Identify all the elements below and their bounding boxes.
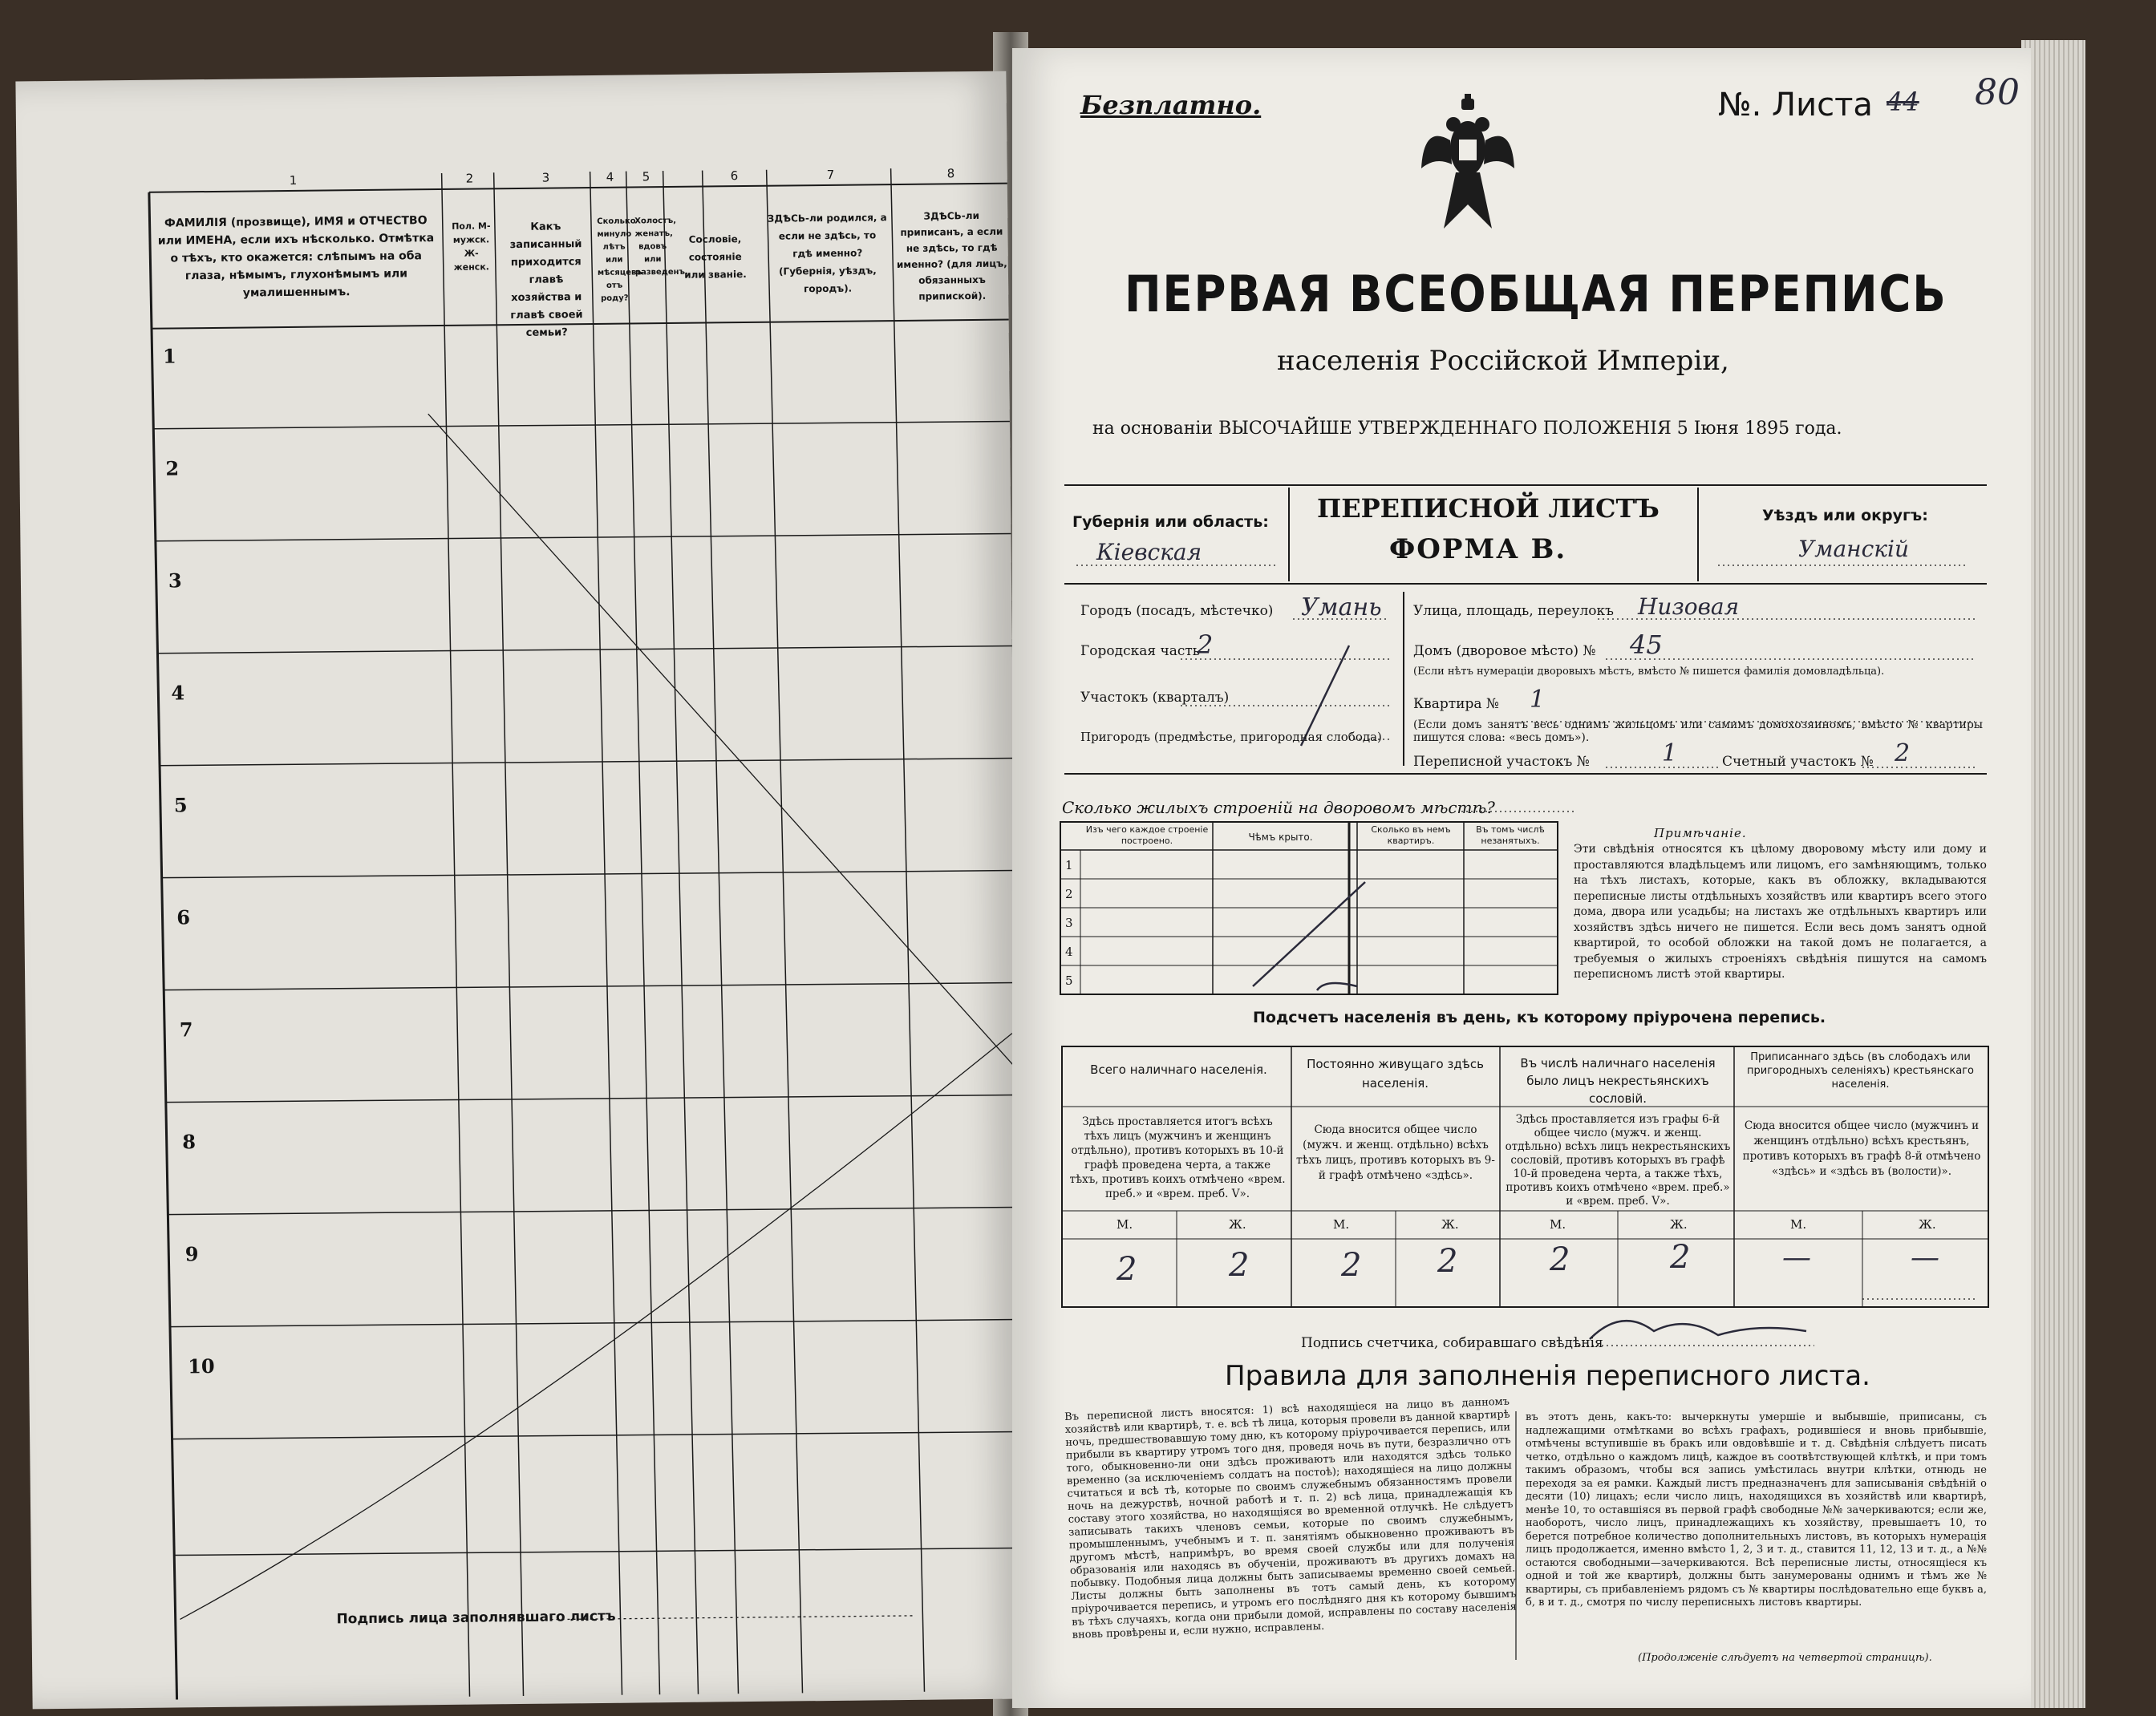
list-title: ПЕРЕПИСНОЙ ЛИСТЪ (1317, 493, 1660, 524)
bt-row-number: 1 (1065, 858, 1073, 872)
row-number: 10 (188, 1354, 215, 1378)
ct-zh-label: Ж. (1441, 1217, 1459, 1232)
signature-label: Подпись лица заполнявшаго листъ (336, 1608, 616, 1628)
right-page (1012, 48, 2031, 1708)
ct-value: — (1782, 1241, 1811, 1274)
city-label: Городъ (посадъ, мѣстечко) (1080, 603, 1274, 619)
row-number: 6 (176, 905, 191, 929)
ct-m-label: М. (1116, 1217, 1133, 1232)
apt-label: Квартира № (1413, 696, 1499, 712)
row-number: 5 (173, 793, 188, 817)
ct-desc: Сюда вносится общее число (мужчинъ и женщинъ отдѣльно) всѣхъ крестьянъ, противъ которыхъ въ графѣ 8-й отмѣчено «здѣсь» и «здѣсь въ (волости)». (1742, 1119, 1981, 1178)
left-page (15, 71, 1023, 1710)
city-part-label: Городская часть (1080, 643, 1201, 659)
bt-row-number: 2 (1065, 887, 1073, 901)
bt-header: Въ томъ числѣ незанятыхъ. (1476, 824, 1545, 846)
ct-m-label: М. (1333, 1217, 1350, 1232)
bt-row-number: 5 (1065, 973, 1073, 988)
col-header-marital: Холостъ, женатъ, вдовъ или разведенъ. (634, 216, 688, 277)
col-number: 6 (730, 168, 739, 184)
row-number: 8 (182, 1130, 197, 1154)
ct-value: 2 (1341, 1247, 1362, 1284)
form-title: ФОРМА В. (1389, 533, 1567, 565)
house-note: (Если нѣтъ нумераціи дворовыхъ мѣстъ, вмѣсто № пишется фамилія домовладѣльца). (1413, 666, 1885, 678)
city-value: Умань (1301, 593, 1382, 621)
bt-header: Чѣмъ крыто. (1248, 832, 1313, 843)
row-number: 3 (168, 569, 182, 593)
col-header-name: ФАМИЛІЯ (прозвище), ИМЯ и ОТЧЕСТВО или ИМЕНА, если ихъ нѣсколько. Отмѣтка о тѣхъ, кто окажется: слѣпымъ на оба глаза, нѣмымъ, глухонѣмымъ или умалишеннымъ. (157, 214, 435, 300)
count-district-label: Счетный участокъ № (1722, 754, 1874, 770)
count-district-value: 2 (1895, 739, 1911, 767)
note-title: Примѣчаніе. (1654, 826, 1747, 840)
ct-zh-label: Ж. (1229, 1217, 1246, 1232)
row-number: 2 (165, 456, 180, 480)
ct-header: Приписаннаго здѣсь (въ слободахъ или пригородныхъ селеніяхъ) крестьянскаго населенія. (1747, 1051, 1974, 1091)
ct-value: — (1911, 1241, 1939, 1274)
row-number: 9 (184, 1242, 199, 1266)
city-part-value: 2 (1197, 629, 1214, 660)
ct-desc: Здѣсь проставляется изъ графы 6-й общее число (мужч. и женщ. отдѣльно) всѣхъ лицъ некрестьянскихъ сословій, противъ которыхъ въ графѣ 10-й проведена черта, а также тѣхъ, противъ коихъ отмѣчено «врем. преб.» и «врем. преб. V». (1505, 1113, 1731, 1208)
free-label: Безплатно. (1080, 90, 1262, 120)
ct-m-label: М. (1790, 1217, 1807, 1232)
bt-row-number: 3 (1065, 916, 1073, 930)
col-number: 7 (826, 167, 835, 182)
col-number: 4 (606, 169, 614, 184)
col-header-relation: Какъ записанный приходится главѣ хозяйства и главѣ своей семьи? (509, 221, 583, 339)
prigorod-label: Пригородъ (предмѣстье, пригородная слобода) (1080, 730, 1382, 744)
bt-header: Изъ чего каждое строеніе построено. (1085, 824, 1209, 846)
house-label: Домъ (дворовое мѣсто) № (1413, 643, 1596, 659)
col-header-sex: Пол. М-мужск. Ж-женск. (452, 221, 491, 273)
house-value: 45 (1630, 629, 1663, 660)
census-subtitle: населенія Россійской Имперіи, (1277, 345, 1729, 377)
bt-row-number: 4 (1065, 945, 1073, 959)
ct-value: 2 (1437, 1243, 1458, 1280)
rules-right-column: въ этотъ день, какъ-то: вычеркнуты умершіе и выбывшіе, приписаны, съ надлежащими отмѣтками во всѣхъ графахъ, родившіеся и вновь прибывшіе, отмѣчены вступившіе въ бракъ или овдовѣвшіе и т. д. Свѣдѣнія слѣдуетъ писать четко, отдѣльно о каждомъ лицѣ, каждое въ соотвѣтствующей клѣткѣ, и при томъ такимъ образомъ, чтобы вся запись умѣстилась внутри клѣтки, отнюдь не переходя за ея рамки. Каждый листъ предназначенъ для записыванія свѣдѣній о десяти (10) лицахъ; если число лицъ, находящихся въ хозяйствѣ или квартирѣ, менѣе 10, то оставшіяся въ первой графѣ свободные №№ зачеркиваются; если же, наоборотъ, число лицъ, принадлежащихъ къ хозяйству, превышаетъ 10, то берется потребное количество дополнительныхъ листовъ, въ которыхъ нумерація лицъ продолжается, именно вмѣсто 1, 2, 3 и т. д., ставится 11, 12, 13 и т. д., а №№ остаются свободными—зачеркиваются. Всѣ переписные листы, относящіеся къ одной и той же квартирѣ, должны быть занумерованы однимъ и тѣмъ же № квартиры, съ прибавленіемъ рядомъ съ № квартиры послѣдовательно еще буквъ а, б, в и т. д., смотря по числу переписныхъ листовъ квартиры. (1526, 1411, 1987, 1609)
uchastok-label: Участокъ (кварталъ) (1080, 690, 1230, 706)
col-header-registered: ЗДѢСЬ-ли приписанъ, а если не здѣсь, то гдѣ именно? (для лицъ, обязанныхъ припиской). (896, 209, 1007, 302)
census-district-value: 1 (1662, 739, 1678, 767)
sheet-number-value: 44 (1886, 87, 1919, 117)
ct-zh-label: Ж. (1670, 1217, 1688, 1232)
ct-header: Въ числѣ наличнаго населенія было лицъ некрестьянскихъ сословій. (1520, 1056, 1716, 1106)
col-number: 2 (465, 171, 474, 186)
col-header-age: Сколько минуло лѣтъ или мѣсяцевъ отъ роду? (597, 217, 642, 303)
street-value: Низовая (1638, 593, 1740, 620)
ct-value: 2 (1116, 1251, 1137, 1288)
row-number: 4 (171, 681, 185, 705)
apt-value: 1 (1530, 686, 1546, 714)
buildings-question: Сколько жилыхъ строеній на дворовомъ мѣстѣ? (1062, 798, 1495, 817)
ct-value: 2 (1550, 1241, 1570, 1278)
ct-m-label: М. (1550, 1217, 1566, 1232)
note-text: Эти свѣдѣнія относятся къ цѣлому дворовому мѣсту или дому и проставляются владѣльцемъ или лицомъ, его замѣняющимъ, только на тѣхъ листахъ, которые, какъ въ обложку, вкладываются переписные листы отдѣльныхъ хозяйствъ или квартиръ всего этого дома, двора или усадьбы; на листахъ же отдѣльныхъ квартиръ или хозяйствъ здѣсь ничего не пишется. Если весь домъ занятъ одной квартирой, то особой обложки на такой домъ не полагается, а требуемыя о жилыхъ строеніяхъ свѣдѣнія пишутся на самомъ переписномъ листѣ этой квартиры. (1574, 843, 1987, 981)
row-number: 1 (162, 344, 176, 368)
col-number: 5 (642, 169, 650, 184)
col-number: 8 (946, 166, 955, 181)
ct-desc: Сюда вносится общее число (мужч. и женщ. отдѣльно) всѣхъ тѣхъ лицъ, противъ которыхъ въ 9-й графѣ отмѣчено «здѣсь». (1296, 1123, 1495, 1182)
ct-desc: Здѣсь проставляется итогъ всѣхъ тѣхъ лицъ (мужчинъ и женщинъ отдѣльно), противъ которыхъ въ 10-й графѣ проведена черта, а также тѣхъ, противъ коихъ отмѣчено «врем. преб.» и «врем. преб. V». (1069, 1115, 1286, 1200)
census-district-label: Переписной участокъ № (1413, 754, 1590, 770)
uezd-label: Уѣздъ или округъ: (1762, 507, 1928, 524)
sheet-number-label: №. Листа (1718, 87, 1873, 123)
ct-value: 2 (1229, 1247, 1250, 1284)
count-title: Подсчетъ населенія въ день, къ которому пріурочена перепись. (1253, 1009, 1826, 1026)
col-header-estate: Сословіе, состояніе или званіе. (684, 233, 747, 281)
bt-header: Сколько въ немъ квартиръ. (1371, 824, 1451, 846)
rules-left-column: Въ переписной листъ вносятся: 1) всѣ находящіеся на лицо въ данномъ хозяйствѣ или квартирѣ, т. е. всѣ тѣ лица, которыя провели въ данной квартирѣ ночь, предшествовавшую тому дню, къ которому пріурочивается перепись, или прибыли въ квартиру утромъ того дня, проведя ночь въ пути, безразлично отъ того, обыкновенно-ли они здѣсь проживаютъ или находятся здѣсь только временно (за исключеніемъ солдатъ на постоѣ); находящіеся на лицо должны считаться и всѣ тѣ, которые по своимъ служебнымъ обязанностямъ провели ночь на дежурствѣ, ночной работѣ и т. п. 2) всѣ лица, принадлежащія къ составу этого хозяйства, но находящіяся во временной отлучкѣ. Не слѣдуетъ записывать такихъ членовъ семьи, которые по своимъ служебнымъ, промышленнымъ, учебнымъ и т. п. занятіямъ обыкновенно проживаютъ въ другомъ мѣстѣ, напримѣръ, во время своей службы или для полученія образованія или находясь въ обученіи, проживаютъ въ другихъ домахъ на побывку. Подобныя лица должны быть записываемы временно своей семьей. Листы должны быть заполнены въ тотъ самый день, къ которому пріурочивается перепись, и утромъ его послѣдняго дня къ которому бывшимъ въ тѣхъ случаяхъ, когда они прибыли домой, исправлены по составу населенія вновь провѣрены и, если нужно, исправлены. (1064, 1395, 1518, 1641)
ct-header: Постоянно живущаго здѣсь населенія. (1307, 1057, 1484, 1091)
census-title: ПЕРВАЯ ВСЕОБЩАЯ ПЕРЕПИСЬ (1125, 265, 1947, 323)
rules-title: Правила для заполненія переписного листа. (1225, 1360, 1870, 1392)
apt-note: (Если домъ занятъ весь однимъ жильцомъ или самимъ домохозяиномъ, вмѣсто № квартиры пишутся слова: «весь домъ»). (1413, 718, 1983, 744)
counter-signature-label: Подпись счетчика, собиравшаго свѣдѣнія (1301, 1335, 1603, 1351)
ct-header: Всего наличнаго населенія. (1090, 1062, 1267, 1077)
gubernia-value: Кіевская (1096, 539, 1202, 565)
continued-note: (Продолженіе слѣдуетъ на четвертой страницѣ). (1638, 1652, 1932, 1664)
ct-value: 2 (1670, 1239, 1691, 1276)
street-label: Улица, площадь, переулокъ (1413, 603, 1614, 619)
census-basis: на основаніи ВЫСОЧАЙШЕ УТВЕРЖДЕННАГО ПОЛОЖЕНІЯ 5 Іюня 1895 года. (1092, 419, 1842, 439)
col-header-birthplace: ЗДѢСЬ-ли родился, а если не здѣсь, то гдѣ именно? (Губернія, уѣздъ, городъ). (767, 212, 887, 295)
gubernia-label: Губернія или область: (1072, 513, 1269, 531)
row-number: 7 (179, 1018, 193, 1042)
col-number: 1 (289, 172, 298, 188)
ct-zh-label: Ж. (1919, 1217, 1936, 1232)
corner-number: 80 (1975, 72, 2020, 113)
page-edges (2021, 40, 2085, 1708)
uezd-value: Уманскій (1798, 536, 1909, 562)
col-number: 3 (541, 170, 550, 185)
